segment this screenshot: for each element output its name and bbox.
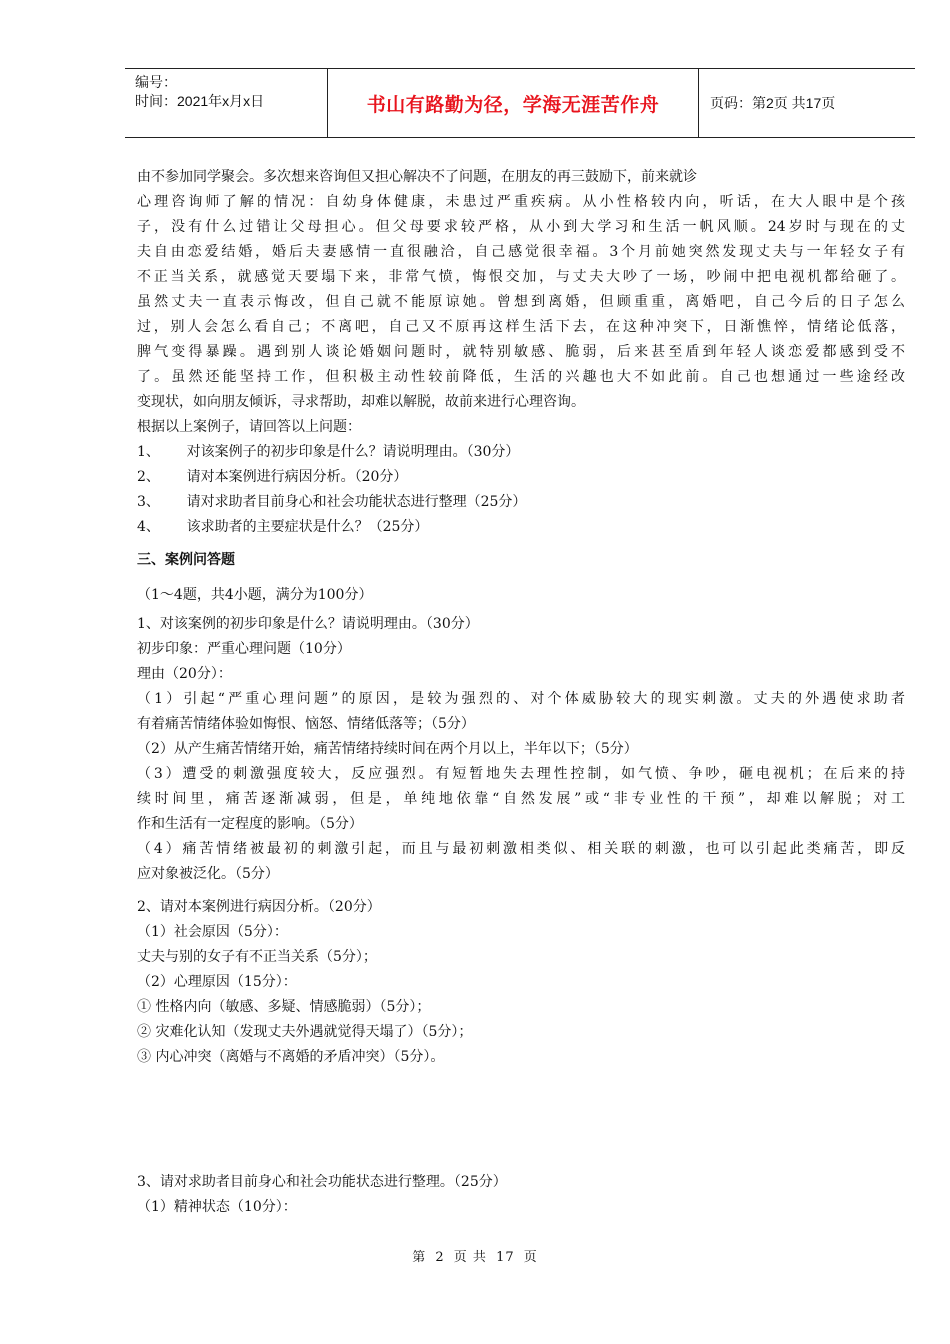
answer-line: ① 性格内向（敏感、多疑、情感脆弱）（5分）； xyxy=(137,999,431,1015)
case-line: 了。虽然还能坚持工作，但积极主动性较前降低，生活的兴趣也大不如此前。自己也想通过一些途经改 xyxy=(137,369,905,385)
case-line: 虽然丈夫一直表示悔改，但自己就不能原谅她。曾想到离婚，但顾重重，离婚吧，自己今后的日子怎么 xyxy=(137,294,905,310)
questions-intro: 根据以上案例子，请回答以上问题： xyxy=(137,419,361,435)
answer-line: （2）从产生痛苦情绪开始，痛苦情绪持续时间在两个月以上，半年以下；（5分） xyxy=(137,741,638,757)
answer-line: （2）心理原因（15分）： xyxy=(137,974,297,990)
answer-title: 3、请对求助者目前身心和社会功能状态进行整理。（25分） xyxy=(137,1174,507,1190)
answer-line: （3）遭受的刺激强度较大，反应强烈。有短暂地失去理性控制，如气愤、争吵，砸电视机；在后来的持 xyxy=(137,766,905,782)
answer-line: 有着痛苦情绪体验如悔恨、恼怒、情绪低落等；（5分） xyxy=(137,716,475,732)
footer-middle: 页 共 xyxy=(453,1250,487,1265)
answer-line: 理由（20分）： xyxy=(137,666,232,682)
answer-title: 1、对该案例的初步印象是什么？请说明理由。（30分） xyxy=(137,616,479,632)
case-line: 不正当关系，就感觉天要塌下来，非常气愤，悔恨交加，与丈夫大吵了一场，吵闹中把电视机都给砸了。 xyxy=(137,269,905,285)
page-header xyxy=(125,68,915,138)
answer-line: 应对象被泛化。（5分） xyxy=(137,866,279,882)
case-line: 由不参加同学聚会。多次想来咨询但又担心解决不了问题，在朋友的再三鼓励下，前来就诊 xyxy=(137,169,697,185)
header-motto: 书山有路勤为径，学海无涯苦作舟 xyxy=(366,93,660,116)
serial-label: 编号： xyxy=(135,74,177,90)
footer-current-page: 2 xyxy=(435,1250,445,1265)
case-line: 心理咨询师了解的情况：自幼身体健康，未患过严重疾病。从小性格较内向，听话，在大人眼中是个孩 xyxy=(137,194,905,210)
answer-line: 丈夫与别的女子有不正当关系（5分）； xyxy=(137,949,377,965)
header-page-number: 页码：第2页 共17页 xyxy=(710,95,836,111)
answer-line: 续时间里，痛苦逐渐减弱，但是，单纯地依靠“自然发展”或“非专业性的干预”，却难以解脱；对工 xyxy=(137,791,905,807)
section-note: （1～4题，共4小题，满分为100分） xyxy=(137,587,373,603)
answer-line: 作和生活有一定程度的影响。（5分） xyxy=(137,816,363,832)
answer-line: 初步印象：严重心理问题（10分） xyxy=(137,641,351,657)
question-item: 3、 请对求助者目前身心和社会功能状态进行整理（25分） xyxy=(137,494,527,510)
case-line: 过，别人会怎么看自己；不离吧，自己又不原再这样生活下去，在这种冲突下，日渐憔悴，情绪论低落， xyxy=(137,319,905,335)
footer-total-pages: 17 xyxy=(496,1250,515,1265)
header-info xyxy=(135,73,264,111)
case-line: 子，没有什么过错让父母担心。但父母要求较严格，从小到大学习和生活一帆风顺。24岁时与现在的丈 xyxy=(137,219,905,235)
date-text: 时间：2021年x月x日 xyxy=(135,93,265,109)
question-item: 1、 对该案例子的初步印象是什么？请说明理由。（30分） xyxy=(137,444,520,460)
question-item: 4、 该求助者的主要症状是什么？（25分） xyxy=(137,519,429,535)
header-divider xyxy=(698,69,699,137)
answer-line: （1）精神状态（10分）： xyxy=(137,1199,297,1215)
question-item: 2、 请对本案例进行病因分析。（20分） xyxy=(137,469,408,485)
case-line: 脾气变得暴躁。遇到别人谈论婚姻问题时，就特别敏感、脆弱，后来甚至盾到年轻人谈恋爱都感到受不 xyxy=(137,344,905,360)
case-line: 变现状，如向朋友倾诉，寻求帮助，却难以解脱，故前来进行心理咨询。 xyxy=(137,394,585,410)
page-content xyxy=(137,165,905,1220)
footer-prefix: 第 xyxy=(412,1250,427,1265)
answer-line: ② 灾难化认知（发现丈夫外遇就觉得天塌了）（5分）； xyxy=(137,1024,473,1040)
case-line: 夫自由恋爱结婚，婚后夫妻感情一直很融洽，自己感觉很幸福。3个月前她突然发现丈夫与一年轻女子有 xyxy=(137,244,905,260)
answer-line: （1）引起“严重心理问题”的原因，是较为强烈的、对个体威胁较大的现实刺激。丈夫的外遇使求助者 xyxy=(137,691,905,707)
footer-suffix: 页 xyxy=(523,1250,538,1265)
answer-line: ③ 内心冲突（离婚与不离婚的矛盾冲突）（5分）。 xyxy=(137,1049,445,1065)
page-footer xyxy=(0,1246,950,1265)
answer-line: （1）社会原因（5分）： xyxy=(137,924,288,940)
section-title: 三、案例问答题 xyxy=(137,552,235,568)
answer-line: （4）痛苦情绪被最初的刺激引起，而且与最初刺激相类似、相关联的刺激，也可以引起此类痛苦，即反 xyxy=(137,841,905,857)
answer-title: 2、请对本案例进行病因分析。（20分） xyxy=(137,899,381,915)
